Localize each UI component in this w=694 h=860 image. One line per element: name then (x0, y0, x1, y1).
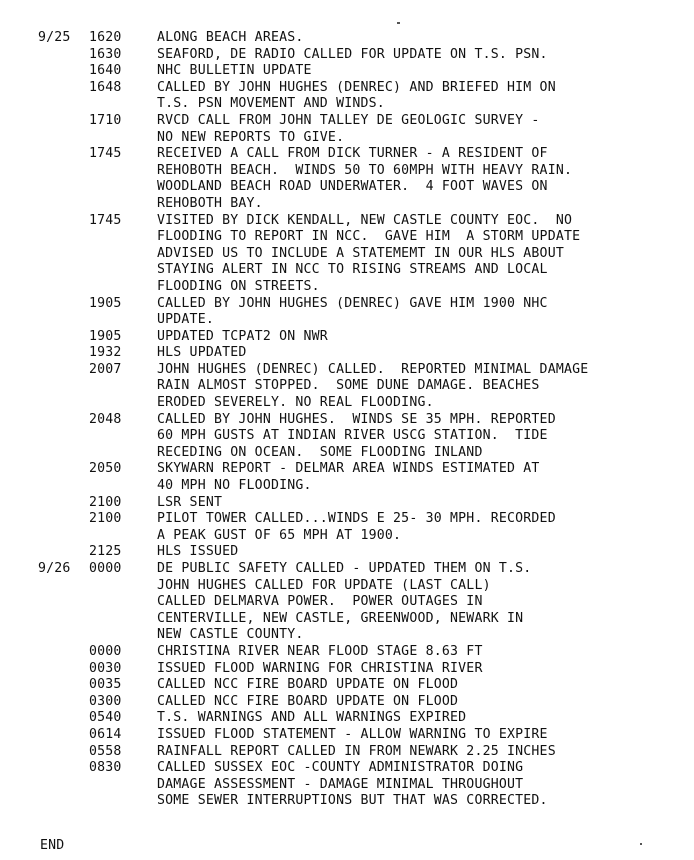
entry-text: HLS ISSUED (157, 544, 239, 560)
entry-text: 40 MPH NO FLOODING. (157, 478, 312, 494)
entry-time: 1932 (89, 345, 122, 361)
entry-time: 0000 (89, 643, 122, 659)
log-entry-continuation (0, 611, 694, 628)
entry-text: CENTERVILLE, NEW CASTLE, GREENWOOD, NEWARK IN (157, 610, 524, 626)
log-entry-continuation (0, 528, 694, 545)
entry-time: 1630 (89, 46, 122, 62)
log-entry-continuation (0, 793, 694, 810)
log-entry (0, 296, 694, 313)
entry-text: 60 MPH GUSTS AT INDIAN RIVER USCG STATION. TIDE (157, 428, 548, 444)
log-entry (0, 63, 694, 80)
log-entry (0, 661, 694, 678)
event-log (0, 30, 694, 810)
entry-text: CALLED NCC FIRE BOARD UPDATE ON FLOOD (157, 677, 459, 693)
entry-text: ADVISED US TO INCLUDE A STATEMEMT IN OUR HLS ABOUT (157, 245, 564, 261)
log-entry (0, 461, 694, 478)
entry-text: STAYING ALERT IN NCC TO RISING STREAMS AND LOCAL (157, 262, 548, 278)
log-entry (0, 80, 694, 97)
entry-time: 1905 (89, 328, 122, 344)
entry-text: FLOODING TO REPORT IN NCC. GAVE HIM A STORM UPDATE (157, 229, 581, 245)
log-entry (0, 744, 694, 761)
log-entry (0, 213, 694, 230)
entry-time: 0300 (89, 693, 122, 709)
entry-text: CALLED BY JOHN HUGHES (DENREC) AND BRIEFED HIM ON (157, 79, 556, 95)
entry-time: 0035 (89, 677, 122, 693)
log-entry (0, 710, 694, 727)
entry-text: ERODED SEVERELY. NO REAL FLOODING. (157, 395, 434, 411)
entry-text: A PEAK GUST OF 65 MPH AT 1900. (157, 527, 402, 543)
log-entry (0, 760, 694, 777)
log-entry-continuation (0, 96, 694, 113)
entry-time: 0614 (89, 726, 122, 742)
entry-text: CALLED BY JOHN HUGHES. WINDS SE 35 MPH. REPORTED (157, 411, 556, 427)
entry-text: CALLED BY JOHN HUGHES (DENREC) GAVE HIM 1900 NHC (157, 295, 548, 311)
entry-text: ISSUED FLOOD STATEMENT - ALLOW WARNING TO EXPIRE (157, 726, 548, 742)
log-entry-continuation (0, 312, 694, 329)
log-entry (0, 362, 694, 379)
entry-time: 1648 (89, 79, 122, 95)
entry-text: CALLED SUSSEX EOC -COUNTY ADMINISTRATOR DOING (157, 760, 524, 776)
entry-time: 2050 (89, 461, 122, 477)
scan-speck (640, 843, 642, 845)
log-entry-continuation (0, 445, 694, 462)
entry-text: SKYWARN REPORT - DELMAR AREA WINDS ESTIMATED AT (157, 461, 540, 477)
log-entry-continuation (0, 246, 694, 263)
log-entry (0, 544, 694, 561)
log-entry (0, 113, 694, 130)
entry-text: T.S. PSN MOVEMENT AND WINDS. (157, 96, 385, 112)
entry-text: JOHN HUGHES (DENREC) CALLED. REPORTED MINIMAL DAMAGE (157, 361, 589, 377)
entry-text: T.S. WARNINGS AND ALL WARNINGS EXPIRED (157, 710, 467, 726)
log-entry-continuation (0, 262, 694, 279)
log-entry (0, 677, 694, 694)
entry-text: UPDATE. (157, 312, 214, 328)
entry-text: CHRISTINA RIVER NEAR FLOOD STAGE 8.63 FT (157, 643, 483, 659)
entry-time: 1640 (89, 63, 122, 79)
log-entry-continuation (0, 196, 694, 213)
log-entry-continuation (0, 578, 694, 595)
entry-text: DAMAGE ASSESSMENT - DAMAGE MINIMAL THROUGHOUT (157, 776, 524, 792)
log-entry-continuation (0, 279, 694, 296)
log-entry-continuation (0, 378, 694, 395)
log-entry (0, 727, 694, 744)
entry-text: DE PUBLIC SAFETY CALLED - UPDATED THEM ON T.S. (157, 561, 532, 576)
log-entry-continuation (0, 478, 694, 495)
entry-text: NO NEW REPORTS TO GIVE. (157, 129, 345, 145)
entry-text: ISSUED FLOOD WARNING FOR CHRISTINA RIVER (157, 660, 483, 676)
entry-text: ALONG BEACH AREAS. (157, 30, 304, 45)
end-marker: END (40, 838, 65, 853)
entry-time: 0558 (89, 743, 122, 759)
entry-time: 0000 (89, 561, 122, 576)
log-entry-continuation (0, 428, 694, 445)
entry-text: RECEDING ON OCEAN. SOME FLOODING INLAND (157, 444, 483, 460)
entry-time: 2100 (89, 511, 122, 527)
entry-text: CALLED NCC FIRE BOARD UPDATE ON FLOOD (157, 693, 459, 709)
entry-time: 0830 (89, 760, 122, 776)
log-entry (0, 644, 694, 661)
entry-text: REHOBOTH BAY. (157, 195, 263, 211)
entry-text: RAINFALL REPORT CALLED IN FROM NEWARK 2.25 INCHES (157, 743, 556, 759)
log-entry (0, 412, 694, 429)
entry-text: RECEIVED A CALL FROM DICK TURNER - A RESIDENT OF (157, 146, 548, 162)
log-entry-continuation (0, 229, 694, 246)
entry-time: 1710 (89, 112, 122, 128)
entry-text: SEAFORD, DE RADIO CALLED FOR UPDATE ON T.S. PSN. (157, 46, 548, 62)
entry-time: 2007 (89, 361, 122, 377)
log-entry (0, 561, 694, 578)
entry-time: 1745 (89, 212, 122, 228)
scan-speck (397, 22, 400, 24)
entry-text: HLS UPDATED (157, 345, 247, 361)
entry-text: VISITED BY DICK KENDALL, NEW CASTLE COUNTY EOC. NO (157, 212, 573, 228)
entry-time: 1745 (89, 146, 122, 162)
entry-time: 1620 (89, 30, 122, 45)
entry-text: RVCD CALL FROM JOHN TALLEY DE GEOLOGIC SURVEY - (157, 112, 540, 128)
entry-text: UPDATED TCPAT2 ON NWR (157, 328, 328, 344)
entry-time: 0540 (89, 710, 122, 726)
log-entry (0, 495, 694, 512)
entry-text: NHC BULLETIN UPDATE (157, 63, 312, 79)
entry-text: LSR SENT (157, 494, 223, 510)
log-entry-continuation (0, 594, 694, 611)
log-entry-continuation (0, 777, 694, 794)
entry-time: 1905 (89, 295, 122, 311)
entry-text: SOME SEWER INTERRUPTIONS BUT THAT WAS CORRECTED. (157, 793, 548, 809)
entry-text: JOHN HUGHES CALLED FOR UPDATE (LAST CALL) (157, 577, 491, 593)
log-entry (0, 30, 694, 47)
log-entry (0, 47, 694, 64)
log-entry-continuation (0, 627, 694, 644)
entry-date: 9/26 (38, 561, 71, 576)
entry-text: RAIN ALMOST STOPPED. SOME DUNE DAMAGE. BEACHES (157, 378, 540, 394)
entry-time: 0030 (89, 660, 122, 676)
log-entry (0, 345, 694, 362)
log-entry-continuation (0, 395, 694, 412)
entry-text: NEW CASTLE COUNTY. (157, 627, 304, 643)
log-entry (0, 511, 694, 528)
entry-text: PILOT TOWER CALLED...WINDS E 25- 30 MPH. RECORDED (157, 511, 556, 527)
entry-time: 2048 (89, 411, 122, 427)
log-entry-continuation (0, 179, 694, 196)
log-entry (0, 146, 694, 163)
log-entry (0, 694, 694, 711)
log-entry (0, 329, 694, 346)
entry-text: CALLED DELMARVA POWER. POWER OUTAGES IN (157, 594, 483, 610)
entry-time: 2100 (89, 494, 122, 510)
entry-date: 9/25 (38, 30, 71, 45)
entry-text: WOODLAND BEACH ROAD UNDERWATER. 4 FOOT WAVES ON (157, 179, 548, 195)
entry-text: REHOBOTH BEACH. WINDS 50 TO 60MPH WITH HEAVY RAIN. (157, 162, 573, 178)
log-entry-continuation (0, 163, 694, 180)
log-entry-continuation (0, 130, 694, 147)
entry-text: FLOODING ON STREETS. (157, 278, 320, 294)
entry-time: 2125 (89, 544, 122, 560)
